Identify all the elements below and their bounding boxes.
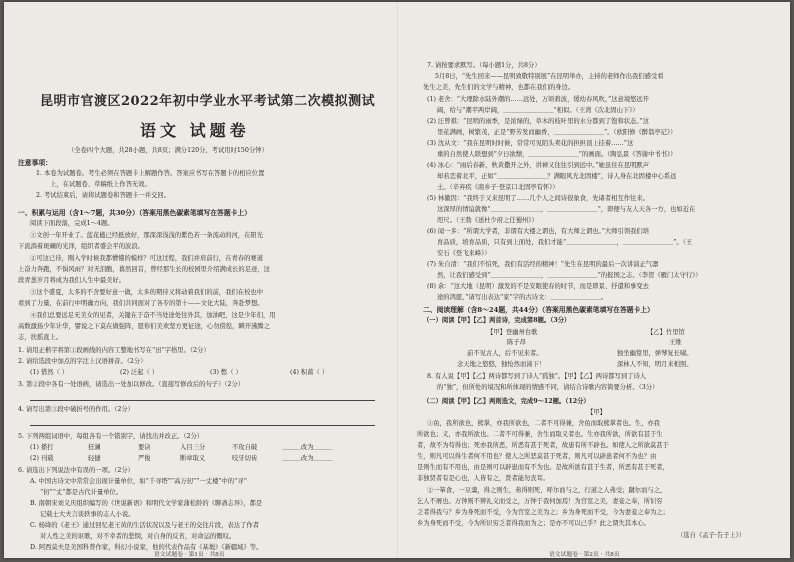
note-1b: 上，在试题卷、草稿纸上作答无效。 [50,181,151,188]
q7-item: (3) 沈从文：“我在昆明时时候，常常可见陌头卖花的担担顶上挂着……”这 [427,140,634,147]
q7-item: 然，让我们感受到“＿＿＿＿＿＿＿＿，＿＿＿＿＿＿＿＿”的报国之志。（李贺《雁门太守行》） [437,272,702,279]
poem-a-line: 前不见古人，后不见来者。 [467,350,543,357]
q5-word: 狂澜 [88,444,101,451]
q7-item: 阔，给与“潮平两岸阔，＿＿＿＿＿＿＿＿”相似。（王湾《次北固山下》） [437,107,639,114]
q5-word: (1) 搽打 [30,444,54,451]
q6-option-b: B. 南朝宋刘义庆组织编写的《世说新语》和明代文学家蒲松龄的《聊斋志异》，都是 [30,500,263,507]
q5-word: 咬牙切齿 [232,455,258,462]
part2-heading: 二、阅读理解（含8～24题，共44分）（答案用黑色碳素笔填写在答题卡上） [423,306,654,314]
q7-item: (2) 汪曾祺：“昆明的雨季，是浓绿的，草木的枝叶里的水分都到了饱和状态。”这 [427,118,650,125]
q7-item: 这深厚的情谊就像“＿＿＿＿＿＿＿＿，＿＿＿＿＿＿＿＿”，即便与友人天各一方，也如近在 [437,206,696,213]
q2-option: (3) 憋（ ） [210,369,242,376]
poem-b-line: 深林人不知，明月来相照。 [617,361,693,368]
poem-a-title: 【甲】登幽州台歌 [487,329,538,336]
q7-item: (6) 闻一多：“所谓大学者，非谓有大楼之谓也，有大师之谓也。”大师引领我们培 [427,228,650,235]
question-8: 的“独”，但所处的境况和所体现的情感不同，请结合诗歌内容简要分析。（3分） [437,384,659,391]
q6-option-c: 对人性之美的讴歌，对不幸者的悲悯，对自身的反省，对命运的慨叹。 [40,533,236,540]
exam-header-title: 昆明市官渡区2022年初中学业水平考试第二次模拟测试 [40,94,376,109]
passage-line: 上奋力奔跑，不惧风雨？对无泪酸，暮然回首，曾经那生长的校园里介绍满成长的足迹，这 [18,266,270,273]
q7-item: (4) 冰心：“雨后春新，秋黄撒开之外，讲禅又往往引到远中。”她虽住在昆明默声 [427,162,650,169]
passage-line: 看到了力量，在前行中明确方向，我们共同面对了各专的第十——文化大陆，奔赴梦想。 [18,300,264,307]
exam-intro: （全卷四个大题，共28小题，共8页；满分120分，考试用时150分钟） [68,147,268,154]
exam-paper [4,2,790,558]
question-3: 3. 第②段中各有一处语病，请选出一处加以修改。（直接写修改后的句子）（2分） [18,381,245,388]
question-5: 5. 下列两组词语中，每组各有一个错别字，请找出并改正。（2分） [18,433,204,440]
reading-instruction: 阅读下面段落，完成1～4题。 [30,220,114,227]
q7-item: 途的鸿愿，”请写出表达“家”字的古诗文：＿＿＿＿＿＿＿＿。 [437,294,608,301]
q5-blank: ＿＿＿改为＿＿＿ [282,455,333,462]
passage-line: 志，扶摇直上。 [18,334,63,341]
prose-line: 乏者得我与？乡为身死而不受，今为宫室之美为之；乡为身死而不受，今为妻妾之奉为之； [417,509,669,516]
q7-intro: 5月8日，“先生回来——昆明致敬特别展”在昆明举办，主持的老师作出我们感受看 [435,73,664,80]
prose-line: 所欲也；义，亦我所欲也。二者不可得兼，舍生而取义者也。生亦我所欲，所欲有甚于生 [417,431,663,438]
prose-line: 是则生而有不用也，由是则可以辟患而有不为也。是故所欲有甚于生者，所恶有甚于死者， [417,464,669,471]
q7-item: 育品质，培育品质，只有到上面处，我们才能“＿＿＿＿＿＿＿＿，＿＿＿＿＿＿＿＿”。（王 [437,239,693,246]
question-4: 4. 请写出第③段中破折号的作用。（2分） [18,406,134,413]
right-footer: 语文试题卷 · 第2页 · 共8页 [549,552,620,558]
q5-word: 要诀 [138,444,151,451]
passage-line: ④我们总要远足无美女的见者，关键在于奋不当处途处往外其，加油吧，这是少年们，用 [30,312,276,319]
q5-word: 不攻自破 [232,444,258,451]
q7-item: 里花满画，树繁茂，正是“野芳发而幽香，＿＿＿＿＿＿＿＿”。（欧阳修《醉翁亭记》） [437,129,677,136]
left-page [10,2,388,558]
q7-item: 咫尺。（王勃《送杜少府之任蜀州》） [437,217,538,224]
q7-item: 却若恋着北平，正如“＿＿＿＿＿＿＿＿？满眼风光北固楼”，诗人身在北固楼中心系远 [437,173,677,180]
passage-line: ①文创一年开业了。蓝花楹已经抵放好，那深深浅浅的紫色若一条流动的河，在阳光 [30,232,263,239]
prose-line: 乡为身死而不受，今为所识穷乏者得我而为之；是亦不可以已乎？此之谓失其本心。 [417,520,650,527]
q5-word: 入目三分 [180,444,206,451]
q5-word: 严俊 [138,455,151,462]
q6-option-b: 记载士大夫言谈轶事的志人小说。 [40,511,135,518]
left-footer: 语文试题卷 · 第1页 · 共8页 [154,552,225,558]
q2-option: (2) 泛起（ ） [120,369,159,376]
q2-option: (4) 积蓄（ ） [290,369,329,376]
answer-line [30,400,375,401]
poem-a-author: 陈子昂 [507,339,526,346]
page-fold [397,2,399,558]
passage-line: ③这个盛夏，太多的不舍要好意一做，太多的期待又将动着我们的前，我们在校也中 [30,289,263,296]
q6-option-a: “仞”“丈”都是古代计量单位。 [40,489,123,496]
question-2: 2. 请给选段中加点的字注上汉语拼音。（2分） [18,358,147,365]
question-1: 1. 请用正楷字将第①段画线的内容工整地书写在“田”字格里。（2分） [18,347,210,354]
question-7: 7. 请按要求默写。（每小题1分，共8分） [427,62,541,69]
question-6: 6. 请选出下列说法中有误的一项。（2分） [18,467,134,474]
q7-item: (8) 余：“这大地（昆明）激发的不是安眠使春的时节，而是即景、抒遣和事变去 [427,283,649,290]
part1-heading: 一、积累与运用（含1～7题，共30分）（答案用黑色碳素笔填写在答题卡上） [18,209,252,217]
q5-word: 断章取义 [180,455,206,462]
prose-line: 非独贤者有是心也，人皆有之，贤者能勿丧耳。 [417,475,550,482]
section-2-heading: （二）阅读【甲】【乙】两则选文，完成9～12题。（12分） [423,398,590,405]
prose-line: ①鱼，我所欲也，熊掌，亦我所欲也，二者不可得兼，舍鱼而取熊掌者也。生，亦我 [427,420,660,427]
q7-intro: 先生之美，先生们的文学与精神，也都在我们的身边。 [423,84,575,91]
prose-line: 生，则凡可以得生者何不用也？使人之所恶莫甚于死者，则凡可以辟患者何不为也？由 [417,453,657,460]
note-2: 2. 考试结束后，请将试题卷和答题卡一并交回。 [36,192,170,199]
q5-word: (2) 刊载 [30,455,54,462]
question-8: 8. 有人说【甲】【乙】两诗都写到了诗人“孤独”。【甲】【乙】两诗都写到了诗人 [427,373,647,380]
poem-b-author: 王维 [669,339,682,346]
note-1: 1. 本卷为试题卷。考生必须在答题卡上解题作答。答案应书写在答题卡的相应位置 [36,170,265,177]
notes-heading: 注意事项： [18,159,52,167]
poem-a-line: 念天地之悠悠，独怆然而涕下！ [457,361,546,368]
prose-line: 者，故不为苟得也；死亦我所恶，所恶有甚于死者，故患有所不辟也。如使人之所欲莫甚于 [417,442,669,449]
q2-option: (1) 惜然（ ） [30,369,69,376]
q7-item: 土。（辛弃疾《南乡子·登京口北固亭有怀》） [437,184,559,191]
q7-item: (7) 朱自清：“我们不怕死，我们有活经的精神！”先生在昆明的最后一次讲演正气凛 [427,261,659,268]
passage-line: ②可这已待，刚入学时候我都懵懂的模样？可这过程，我们并肩前行，在青春的赛道 [30,255,263,262]
passage-line: 下流淌着斑斓的光泽，组织者盛会平的波浪。 [18,243,144,250]
exam-title: 语文 试题卷 [140,121,250,140]
prose-label: 【甲】 [587,409,606,416]
prose-line: ②一箪食，一豆羹，得之则生，弗得则死，呼尔而与之，行道之人弗受；蹴尔而与之， [427,487,667,494]
q6-option-a: A. 中国古诗文中常常会出现计量单位，如“千寻塔”“高万仞”“一丈楼”中的“寻” [30,478,247,485]
q6-option-c: C. 杨绛的《老王》通过回忆老王黄的生活状况以及与老王的交往片段，表达了作者 [30,522,259,529]
answer-line [30,425,375,426]
q7-item: 重的自然使人联想到“夕日欲颓，＿＿＿＿＿＿＿＿”的画面。（陶弘景《答谢中书书》） [437,151,677,158]
q6-option-d: D. 阿西莫夫是美国科普作家，科幻小说家，他的代表作品有《基地》《新疆域》等。 [30,544,263,551]
q7-item: (5) 林徽因：“我终于又来昆明了……几个人之间诗很象食，先诸者相互作往来。 [427,195,649,202]
q5-blank: ＿＿＿改为＿＿＿ [282,444,333,451]
section-1-heading: （一）阅读【甲】【乙】两首诗，完成第8题。（3分） [423,317,571,324]
q5-word: 轻捷 [88,455,101,462]
prose-source: （选自《孟子·告子上》） [677,532,746,539]
prose-line: 乞人不屑也。万钟则不辨礼义而受之，万钟于我何加焉！为宫室之美，妻妾之奉，所识穷 [417,498,663,505]
right-page [407,2,783,558]
q7-item: (1) 老舍：“大理除水陆外潮的……远处，万顷碧波，缓幼春风吹，”这意境悠远开 [427,96,650,103]
poem-b-line: 独坐幽篁里，弹琴复长啸。 [617,350,693,357]
q7-item: 安石《登飞来峰》） [437,250,491,257]
passage-line: 段青葱岁月将成为我们人生中最美好。 [18,277,126,284]
passage-line: 高数激扬少年计华，譬说之下莫在做强阵，愿你们美欢坚方更征途，心勿傍徨，瞬开沸腾之 [18,323,270,330]
poem-b-title: 【乙】竹里馆 [647,329,685,336]
